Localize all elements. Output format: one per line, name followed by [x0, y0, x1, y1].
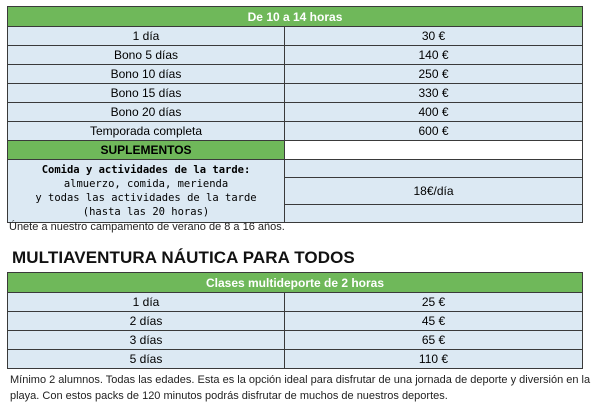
- supplement-description: [8, 160, 285, 223]
- row-price: 400 €: [285, 103, 583, 122]
- supplement-line: almuerzo, comida, merienda: [63, 178, 229, 190]
- price-table-multisport: [7, 272, 583, 369]
- table-row: [8, 122, 583, 141]
- table-header-row: [8, 7, 583, 27]
- row-label: 1 día: [8, 27, 285, 46]
- row-price: 330 €: [285, 84, 583, 103]
- row-price: 45 €: [285, 312, 583, 331]
- table-row: [8, 46, 583, 65]
- row-price: 30 €: [285, 27, 583, 46]
- row-price: 65 €: [285, 331, 583, 350]
- supplement-line: y todas las actividades de la tarde: [35, 192, 257, 204]
- supplement-title: Comida y actividades de la tarde:: [41, 164, 251, 176]
- row-label: Temporada completa: [8, 122, 285, 141]
- multisport-note: Mínimo 2 alumnos. Todas las edades. Esta es la opción ideal para disfrutar de una jornada de deporte y diversión en la playa. Con estos packs de 120 minutos podrás disfrutar de muchos de nuestros deportes.: [10, 374, 591, 402]
- table-row: [8, 84, 583, 103]
- empty-cell: [285, 205, 583, 223]
- row-price: 140 €: [285, 46, 583, 65]
- table-row: [8, 293, 583, 312]
- price-table-10-14: [7, 6, 583, 223]
- table-row: [8, 27, 583, 46]
- row-price: 250 €: [285, 65, 583, 84]
- row-label: Bono 5 días: [8, 46, 285, 65]
- row-price: 110 €: [285, 350, 583, 369]
- empty-cell: [285, 141, 583, 160]
- row-label: 1 día: [8, 293, 285, 312]
- table-row: [8, 312, 583, 331]
- row-label: 2 días: [8, 312, 285, 331]
- row-price: 600 €: [285, 122, 583, 141]
- table-row: [8, 350, 583, 369]
- supplement-row: [8, 160, 583, 178]
- row-label: Bono 10 días: [8, 65, 285, 84]
- row-label: Bono 15 días: [8, 84, 285, 103]
- section-title: MULTIAVENTURA NÁUTICA PARA TODOS: [12, 248, 355, 267]
- empty-cell: [285, 160, 583, 178]
- table-header: De 10 a 14 horas: [8, 7, 583, 27]
- table-row: [8, 103, 583, 122]
- supplements-header: SUPLEMENTOS: [8, 141, 285, 160]
- table-row: [8, 65, 583, 84]
- row-label: Bono 20 días: [8, 103, 285, 122]
- supplement-line: (hasta las 20 horas): [82, 206, 210, 218]
- table-row: [8, 331, 583, 350]
- supplements-header-row: [8, 141, 583, 160]
- row-label: 5 días: [8, 350, 285, 369]
- row-price: 25 €: [285, 293, 583, 312]
- camp-note: Únete a nuestro campamento de verano de 8 a 16 años.: [9, 221, 285, 233]
- supplement-price: 18€/día: [285, 178, 583, 205]
- table-header-row: [8, 273, 583, 293]
- row-label: 3 días: [8, 331, 285, 350]
- table-header: Clases multideporte de 2 horas: [8, 273, 583, 293]
